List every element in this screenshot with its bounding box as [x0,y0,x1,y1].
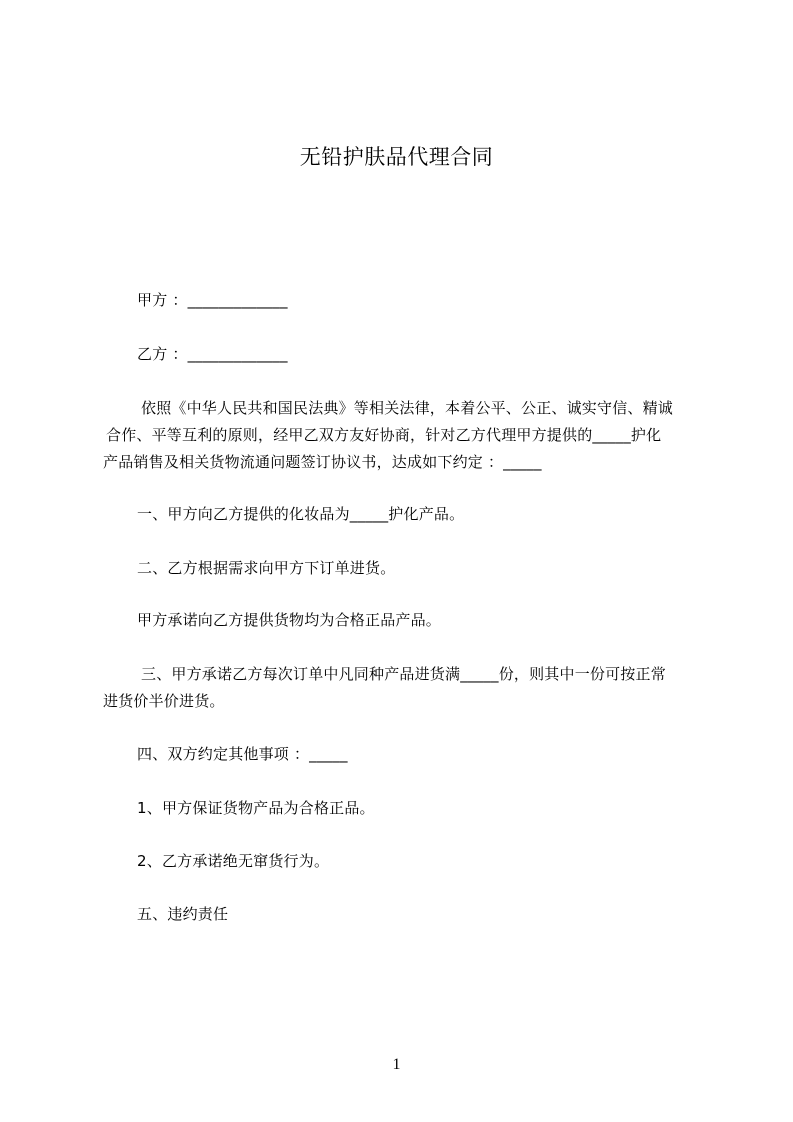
clause-4-item-1: 1、甲方保证货物产品为合格正品。 [137,799,375,817]
page-number: 1 [392,1056,401,1073]
clause-5: 五、违约责任 [137,905,229,923]
document-title: 无铅护肤品代理合同 [299,145,494,169]
clause-2: 二、乙方根据需求向甲方下订单进货。 [137,559,396,577]
party-a-line: 甲方 ：_____________ [137,291,288,309]
clause-2-note: 甲方承诺向乙方提供货物均为合格正品产品。 [137,611,442,629]
clause-3-line-2: 进货价半价进货。 [103,692,225,710]
clause-4: 四、双方约定其他事项 ：_____ [137,745,348,763]
party-b-line: 乙方 ：_____________ [137,345,288,363]
clause-4-item-2: 2、乙方承诺绝无窜货行为。 [137,852,330,870]
clause-1: 一、甲方向乙方提供的化妆品为_____护化产品。 [137,505,465,523]
clause-3-line-1: 三、甲方承诺乙方每次订单中凡同种产品进货满_____份，则其中一份可按正常 [141,665,666,683]
preamble-line-2: 合作、平等互利的原则，经甲乙双方友好协商，针对乙方代理甲方提供的_____护化 [106,426,662,444]
preamble-line-3: 产品销售及相关货物流通问题签订协议书，达成如下约定 ：_____ [103,453,542,471]
preamble-line-1: 依照《中华人民共和国民法典》等相关法律，本着公平、公正、诚实守信、精诚 [141,399,674,417]
